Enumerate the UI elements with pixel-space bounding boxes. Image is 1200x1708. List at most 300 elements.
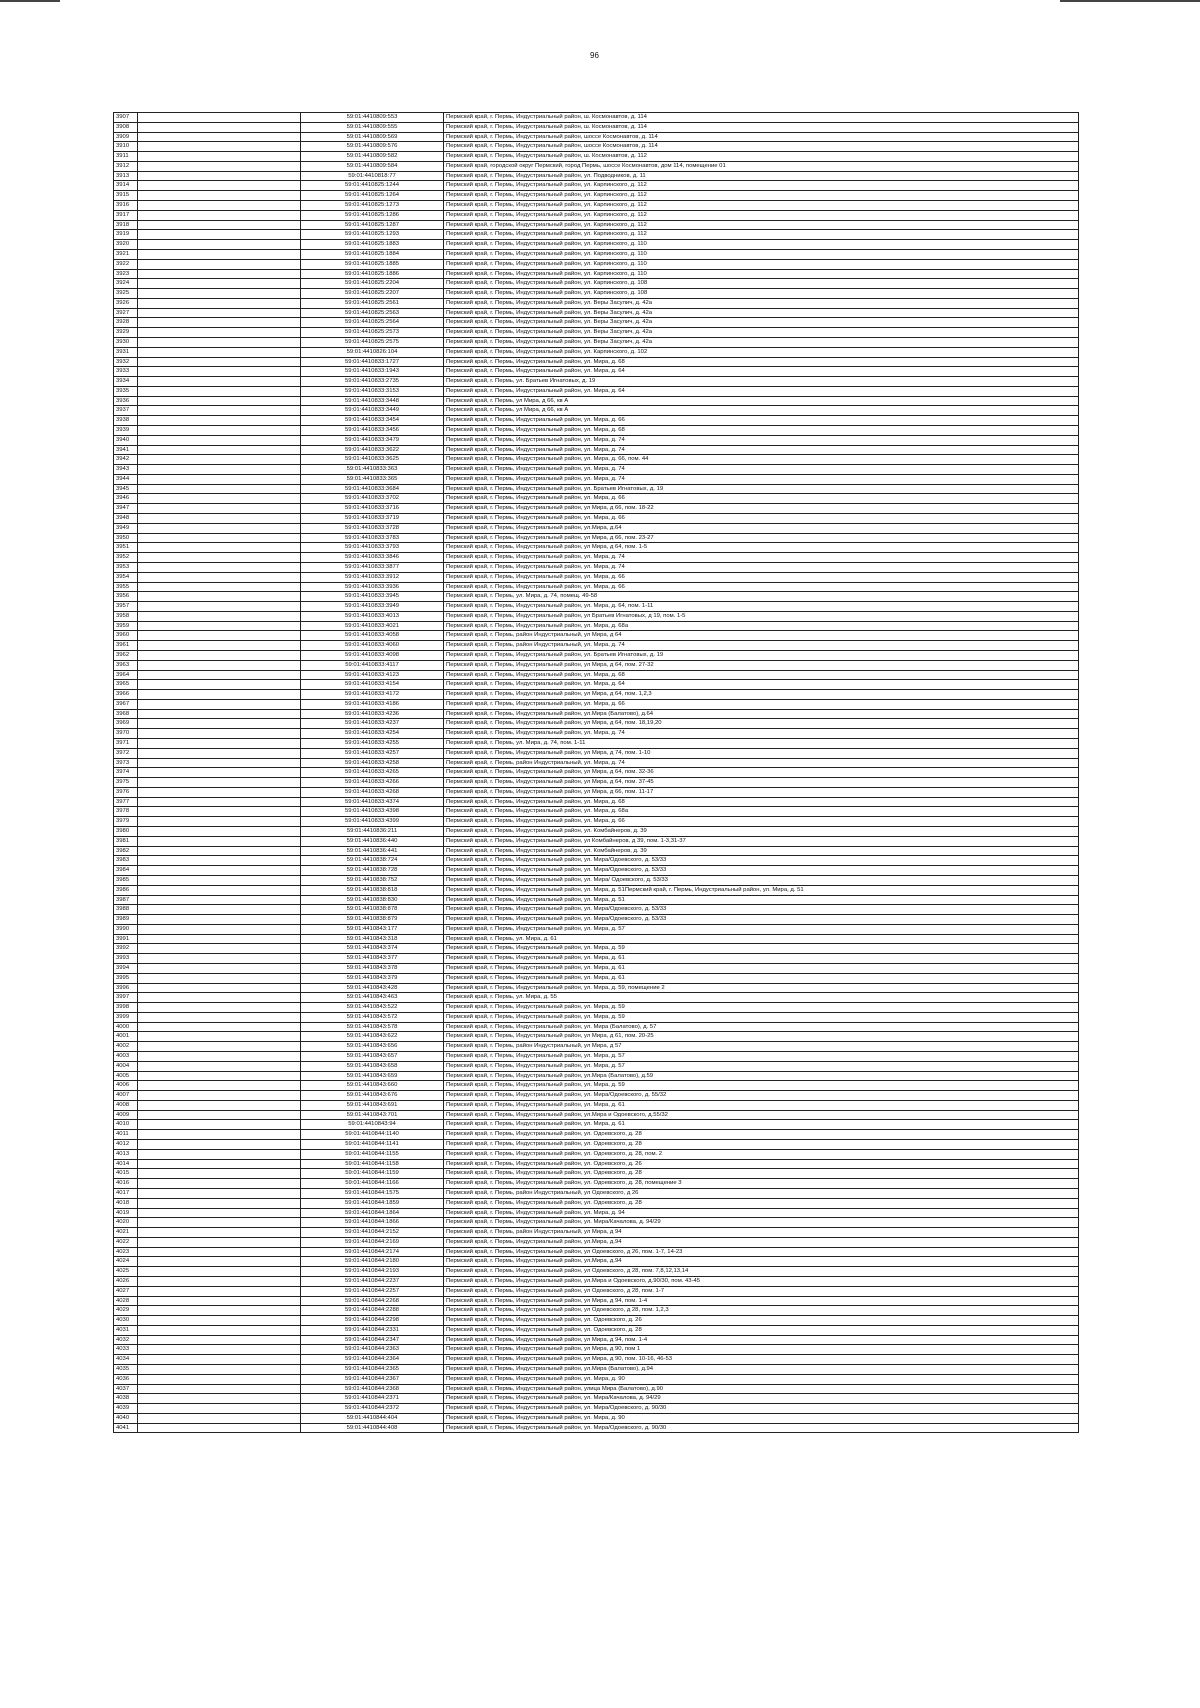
empty-cell xyxy=(138,132,301,142)
row-number-cell: 3984 xyxy=(114,866,138,876)
cadastral-number-cell: 59:01:4410809:576 xyxy=(301,142,444,152)
table-row xyxy=(114,1228,1079,1238)
address-cell: Пермский край, г. Пермь, Индустриальный район, ул. Одоевского, д. 28 xyxy=(444,1130,1079,1140)
empty-cell xyxy=(138,406,301,416)
row-number-cell: 4032 xyxy=(114,1335,138,1345)
cadastral-number-cell: 59:01:4410838:879 xyxy=(301,915,444,925)
table-row xyxy=(114,670,1079,680)
cadastral-number-cell: 59:01:4410838:878 xyxy=(301,905,444,915)
empty-cell xyxy=(138,885,301,895)
table-row xyxy=(114,1267,1079,1277)
row-number-cell: 3978 xyxy=(114,807,138,817)
row-number-cell: 4015 xyxy=(114,1169,138,1179)
cadastral-number-cell: 59:01:4410838:728 xyxy=(301,866,444,876)
row-number-cell: 3986 xyxy=(114,885,138,895)
row-number-cell: 3956 xyxy=(114,592,138,602)
address-cell: Пермский край, г. Пермь, Индустриальный район, ул Одоевского, д 28, пом. 1-7 xyxy=(444,1286,1079,1296)
empty-cell xyxy=(138,1306,301,1316)
table-body xyxy=(114,113,1079,1433)
row-number-cell: 4000 xyxy=(114,1022,138,1032)
address-cell: Пермский край, г. Пермь, Индустриальный район, шоссе Космонавтов, д. 114 xyxy=(444,142,1079,152)
empty-cell xyxy=(138,514,301,524)
address-cell: Пермский край, г. Пермь, Индустриальный район, ул. Мира, д. 59 xyxy=(444,944,1079,954)
table-row xyxy=(114,367,1079,377)
address-cell: Пермский край, г. Пермь, Индустриальный район, ул.Мира и Одоевского, д.90/30, пом. 43-45 xyxy=(444,1276,1079,1286)
address-cell: Пермский край, г. Пермь, Индустриальный район, ул.Мира, д.94 xyxy=(444,1257,1079,1267)
address-cell: Пермский край, г. Пермь, Индустриальный район, ул. Мира, д. 66 xyxy=(444,582,1079,592)
table-row xyxy=(114,924,1079,934)
table-row xyxy=(114,1394,1079,1404)
cadastral-number-cell: 59:01:4410833:4237 xyxy=(301,719,444,729)
cadastral-number-cell: 59:01:4410844:2298 xyxy=(301,1316,444,1326)
cadastral-number-cell: 59:01:4410833:3622 xyxy=(301,445,444,455)
cadastral-number-cell: 59:01:4410833:4021 xyxy=(301,621,444,631)
address-cell: Пермский край, г. Пермь, Индустриальный район, ул Мира, д 64, пом. 18,19,20 xyxy=(444,719,1079,729)
cadastral-number-cell: 59:01:4410836:440 xyxy=(301,836,444,846)
empty-cell xyxy=(138,602,301,612)
address-cell: Пермский край, г. Пермь, Индустриальный район, ул. Мира, д. 66 xyxy=(444,817,1079,827)
address-cell: Пермский край, г. Пермь, Индустриальный район, ул. Подводников, д. 11 xyxy=(444,171,1079,181)
cadastral-number-cell: 59:01:4410844:2180 xyxy=(301,1257,444,1267)
cadastral-number-cell: 59:01:4410833:3793 xyxy=(301,543,444,553)
address-cell: Пермский край, г. Пермь, Индустриальный район, ул. Веры Засулич, д. 42а xyxy=(444,308,1079,318)
row-number-cell: 3927 xyxy=(114,308,138,318)
table-row xyxy=(114,1374,1079,1384)
cadastral-number-cell: 59:01:4410825:2563 xyxy=(301,308,444,318)
address-cell: Пермский край, г. Пермь, Индустриальный район, ш. Космонавтов, д. 114 xyxy=(444,122,1079,132)
empty-cell xyxy=(138,494,301,504)
cadastral-number-cell: 59:01:4410843:691 xyxy=(301,1100,444,1110)
row-number-cell: 3914 xyxy=(114,181,138,191)
address-cell: Пермский край, г. Пермь, ул. Мира, д. 55 xyxy=(444,993,1079,1003)
cadastral-number-cell: 59:01:4410844:2363 xyxy=(301,1345,444,1355)
row-number-cell: 4024 xyxy=(114,1257,138,1267)
table-row xyxy=(114,699,1079,709)
address-cell: Пермский край, г. Пермь, Индустриальный район, ул. Одоевского, д. 26 xyxy=(444,1316,1079,1326)
row-number-cell: 3940 xyxy=(114,435,138,445)
table-row xyxy=(114,1384,1079,1394)
empty-cell xyxy=(138,318,301,328)
empty-cell xyxy=(138,983,301,993)
row-number-cell: 3920 xyxy=(114,240,138,250)
empty-cell xyxy=(138,435,301,445)
cadastral-number-cell: 59:01:4410825:1287 xyxy=(301,220,444,230)
row-number-cell: 3952 xyxy=(114,553,138,563)
cadastral-number-cell: 59:01:4410833:363 xyxy=(301,465,444,475)
row-number-cell: 4034 xyxy=(114,1355,138,1365)
row-number-cell: 4040 xyxy=(114,1413,138,1423)
cadastral-number-cell: 59:01:4410843:463 xyxy=(301,993,444,1003)
empty-cell xyxy=(138,699,301,709)
row-number-cell: 3987 xyxy=(114,895,138,905)
row-number-cell: 3917 xyxy=(114,210,138,220)
address-cell: Пермский край, г. Пермь, Индустриальный район, ул. Карпинского, д. 112 xyxy=(444,220,1079,230)
empty-cell xyxy=(138,1100,301,1110)
address-cell: Пермский край, г. Пермь, Индустриальный район, ул. Мира, д. 59 xyxy=(444,1081,1079,1091)
cadastral-number-cell: 59:01:4410844:2174 xyxy=(301,1247,444,1257)
address-cell: Пермский край, г. Пермь, Индустриальный район, ул. Одоевского, д. 26 xyxy=(444,1159,1079,1169)
cadastral-number-cell: 59:01:4410833:3719 xyxy=(301,514,444,524)
row-number-cell: 3973 xyxy=(114,758,138,768)
address-cell: Пермский край, г. Пермь, Индустриальный район, ул. Карпинского, д. 108 xyxy=(444,289,1079,299)
empty-cell xyxy=(138,1325,301,1335)
table-row xyxy=(114,787,1079,797)
address-cell: Пермский край, г. Пермь, Индустриальный район, ул. Мира/Одоевского, д. 90/30 xyxy=(444,1423,1079,1433)
empty-cell xyxy=(138,298,301,308)
empty-cell xyxy=(138,445,301,455)
cadastral-number-cell: 59:01:4410825:1884 xyxy=(301,249,444,259)
row-number-cell: 3948 xyxy=(114,514,138,524)
cadastral-number-cell: 59:01:4410809:569 xyxy=(301,132,444,142)
row-number-cell: 3977 xyxy=(114,797,138,807)
table-row xyxy=(114,337,1079,347)
address-cell: Пермский край, г. Пермь, Индустриальный район, ул. Мира, д. 59 xyxy=(444,1003,1079,1013)
address-cell: Пермский край, г. Пермь, Индустриальный район, ул. Мира, д. 61 xyxy=(444,963,1079,973)
table-row xyxy=(114,1316,1079,1326)
row-number-cell: 3985 xyxy=(114,875,138,885)
empty-cell xyxy=(138,709,301,719)
empty-cell xyxy=(138,748,301,758)
row-number-cell: 4036 xyxy=(114,1374,138,1384)
address-cell: Пермский край, г. Пермь, Индустриальный район, ул. Карпинского, д. 110 xyxy=(444,259,1079,269)
empty-cell xyxy=(138,739,301,749)
table-row xyxy=(114,1355,1079,1365)
empty-cell xyxy=(138,1404,301,1414)
address-cell: Пермский край, г. Пермь, Индустриальный район, ул.Мира и Одоевского, д.55/32 xyxy=(444,1110,1079,1120)
address-cell: Пермский край, г. Пермь, Индустриальный район, ул. Мира, д. 68а xyxy=(444,807,1079,817)
table-row xyxy=(114,514,1079,524)
empty-cell xyxy=(138,357,301,367)
cadastral-number-cell: 59:01:4410838:830 xyxy=(301,895,444,905)
empty-cell xyxy=(138,1218,301,1228)
row-number-cell: 3946 xyxy=(114,494,138,504)
empty-cell xyxy=(138,337,301,347)
empty-cell xyxy=(138,1394,301,1404)
empty-cell xyxy=(138,758,301,768)
row-number-cell: 3963 xyxy=(114,660,138,670)
address-cell: Пермский край, г. Пермь, Индустриальный район, ул Мира, д 66, пом. 11-17 xyxy=(444,787,1079,797)
row-number-cell: 4029 xyxy=(114,1306,138,1316)
table-row xyxy=(114,768,1079,778)
address-cell: Пермский край, г. Пермь, Индустриальный район, ул. Карпинского, д. 112 xyxy=(444,181,1079,191)
row-number-cell: 3964 xyxy=(114,670,138,680)
row-number-cell: 4038 xyxy=(114,1394,138,1404)
row-number-cell: 4005 xyxy=(114,1071,138,1081)
address-cell: Пермский край, г. Пермь, Индустриальный район, ул. Мира, д. 57 xyxy=(444,1061,1079,1071)
row-number-cell: 3980 xyxy=(114,827,138,837)
table-row xyxy=(114,758,1079,768)
cadastral-number-cell: 59:01:4410833:3448 xyxy=(301,396,444,406)
table-row xyxy=(114,1120,1079,1130)
address-cell: Пермский край, г. Пермь, Индустриальный район, ул Одоевского, д 26, пом. 1-7, 14-23 xyxy=(444,1247,1079,1257)
empty-cell xyxy=(138,1413,301,1423)
row-number-cell: 4007 xyxy=(114,1091,138,1101)
empty-cell xyxy=(138,269,301,279)
empty-cell xyxy=(138,484,301,494)
table-row xyxy=(114,1286,1079,1296)
cadastral-number-cell: 59:01:4410825:2207 xyxy=(301,289,444,299)
table-row xyxy=(114,171,1079,181)
empty-cell xyxy=(138,210,301,220)
address-cell: Пермский край, г. Пермь, Индустриальный район, ул.Мира (Балатово), д.64 xyxy=(444,709,1079,719)
empty-cell xyxy=(138,142,301,152)
table-row xyxy=(114,386,1079,396)
address-cell: Пермский край, г. Пермь, Индустриальный район, ул. Мира, д. 66, пом. 44 xyxy=(444,455,1079,465)
empty-cell xyxy=(138,1237,301,1247)
empty-cell xyxy=(138,846,301,856)
empty-cell xyxy=(138,719,301,729)
table-row xyxy=(114,249,1079,259)
cadastral-number-cell: 59:01:4410844:2347 xyxy=(301,1335,444,1345)
table-row xyxy=(114,396,1079,406)
empty-cell xyxy=(138,1149,301,1159)
empty-cell xyxy=(138,856,301,866)
address-cell: Пермский край, г. Пермь, Индустриальный район, ул. Мира, д. 66 xyxy=(444,572,1079,582)
row-number-cell: 3971 xyxy=(114,739,138,749)
row-number-cell: 3958 xyxy=(114,611,138,621)
row-number-cell: 4010 xyxy=(114,1120,138,1130)
address-cell: Пермский край, г. Пермь, Индустриальный район, ш. Космонавтов, д. 112 xyxy=(444,152,1079,162)
table-row xyxy=(114,582,1079,592)
row-number-cell: 4003 xyxy=(114,1052,138,1062)
row-number-cell: 3982 xyxy=(114,846,138,856)
row-number-cell: 4009 xyxy=(114,1110,138,1120)
empty-cell xyxy=(138,963,301,973)
cadastral-number-cell: 59:01:4410843:377 xyxy=(301,954,444,964)
table-row xyxy=(114,210,1079,220)
address-cell: Пермский край, г. Пермь, Индустриальный район, ул Комбайнеров, д 39, пом. 1-3,31-37 xyxy=(444,836,1079,846)
row-number-cell: 3931 xyxy=(114,347,138,357)
table-row xyxy=(114,523,1079,533)
empty-cell xyxy=(138,377,301,387)
cadastral-number-cell: 59:01:4410825:2573 xyxy=(301,328,444,338)
address-cell: Пермский край, г. Пермь, Индустриальный район, ул. Одоевского, д. 28 xyxy=(444,1140,1079,1150)
empty-cell xyxy=(138,416,301,426)
row-number-cell: 4012 xyxy=(114,1140,138,1150)
address-cell: Пермский край, г. Пермь, Индустриальный район, шоссе Космонавтов, д. 114 xyxy=(444,132,1079,142)
row-number-cell: 4011 xyxy=(114,1130,138,1140)
row-number-cell: 3953 xyxy=(114,562,138,572)
row-number-cell: 3935 xyxy=(114,386,138,396)
table-row xyxy=(114,445,1079,455)
address-cell: Пермский край, г. Пермь, Индустриальный район, ул. Мира, д. 74 xyxy=(444,474,1079,484)
empty-cell xyxy=(138,1052,301,1062)
row-number-cell: 3918 xyxy=(114,220,138,230)
row-number-cell: 3990 xyxy=(114,924,138,934)
table-row xyxy=(114,426,1079,436)
empty-cell xyxy=(138,1081,301,1091)
cadastral-number-cell: 59:01:4410825:1264 xyxy=(301,191,444,201)
cadastral-number-cell: 59:01:4410833:4265 xyxy=(301,768,444,778)
empty-cell xyxy=(138,1365,301,1375)
row-number-cell: 3928 xyxy=(114,318,138,328)
row-number-cell: 3911 xyxy=(114,152,138,162)
row-number-cell: 3933 xyxy=(114,367,138,377)
address-cell: Пермский край, г. Пермь, Индустриальный район, ул Мира, д 66, пом. 18-22 xyxy=(444,504,1079,514)
row-number-cell: 3930 xyxy=(114,337,138,347)
cadastral-number-cell: 59:01:4410826:104 xyxy=(301,347,444,357)
cadastral-number-cell: 59:01:4410843:522 xyxy=(301,1003,444,1013)
cadastral-number-cell: 59:01:4410844:1859 xyxy=(301,1198,444,1208)
empty-cell xyxy=(138,426,301,436)
table-row xyxy=(114,660,1079,670)
cadastral-number-cell: 59:01:4410844:2364 xyxy=(301,1355,444,1365)
table-row xyxy=(114,1091,1079,1101)
empty-cell xyxy=(138,533,301,543)
cadastral-number-cell: 59:01:4410809:555 xyxy=(301,122,444,132)
table-row xyxy=(114,1218,1079,1228)
address-cell: Пермский край, г. Пермь, район Индустриальный, ул Одоевского, д 26 xyxy=(444,1188,1079,1198)
cadastral-number-cell: 59:01:4410838:818 xyxy=(301,885,444,895)
empty-cell xyxy=(138,230,301,240)
empty-cell xyxy=(138,944,301,954)
address-cell: Пермский край, г. Пермь, Индустриальный район, ул. Комбайнеров, д. 39 xyxy=(444,846,1079,856)
address-cell: Пермский край, г. Пермь, ул. Мира, д. 74, пом. 1-11 xyxy=(444,739,1079,749)
empty-cell xyxy=(138,259,301,269)
table-row xyxy=(114,934,1079,944)
address-cell: Пермский край, г. Пермь, Индустриальный район, ул. Мира, д. 61 xyxy=(444,954,1079,964)
empty-cell xyxy=(138,611,301,621)
address-cell: Пермский край, г. Пермь, Индустриальный район, ул Мира, д 90, пом 1 xyxy=(444,1345,1079,1355)
table-row xyxy=(114,709,1079,719)
empty-cell xyxy=(138,279,301,289)
scan-edge-top-left xyxy=(0,0,60,2)
table-row xyxy=(114,377,1079,387)
address-cell: Пермский край, г. Пермь, Индустриальный район, ул. Одоевского, д. 28 xyxy=(444,1169,1079,1179)
cadastral-number-cell: 59:01:4410843:379 xyxy=(301,973,444,983)
table-row xyxy=(114,474,1079,484)
cadastral-number-cell: 59:01:4410833:3454 xyxy=(301,416,444,426)
cadastral-number-cell: 59:01:4410833:4058 xyxy=(301,631,444,641)
row-number-cell: 3962 xyxy=(114,650,138,660)
table-row xyxy=(114,1140,1079,1150)
cadastral-number-cell: 59:01:4410833:3625 xyxy=(301,455,444,465)
address-cell: Пермский край, г. Пермь, Индустриальный район, ул. Мира/Одоевского, д. 53/33 xyxy=(444,915,1079,925)
row-number-cell: 3983 xyxy=(114,856,138,866)
address-cell: Пермский край, г. Пермь, Индустриальный район, ул. Карпинского, д. 110 xyxy=(444,269,1079,279)
table-row xyxy=(114,611,1079,621)
empty-cell xyxy=(138,152,301,162)
empty-cell xyxy=(138,523,301,533)
table-row xyxy=(114,827,1079,837)
row-number-cell: 3921 xyxy=(114,249,138,259)
row-number-cell: 4001 xyxy=(114,1032,138,1042)
address-cell: Пермский край, г. Пермь, Индустриальный район, ул. Мира, д. 59 xyxy=(444,1012,1079,1022)
table-row xyxy=(114,347,1079,357)
row-number-cell: 3939 xyxy=(114,426,138,436)
row-number-cell: 3998 xyxy=(114,1003,138,1013)
address-cell: Пермский край, г. Пермь, Индустриальный район, ул. Мира, д. 68а xyxy=(444,621,1079,631)
table-row xyxy=(114,983,1079,993)
empty-cell xyxy=(138,1061,301,1071)
row-number-cell: 3966 xyxy=(114,690,138,700)
empty-cell xyxy=(138,1296,301,1306)
address-cell: Пермский край, г. Пермь, Индустриальный район, ул Одоевского, д 28, пом. 1,2,3 xyxy=(444,1306,1079,1316)
cadastral-number-cell: 59:01:4410843:578 xyxy=(301,1022,444,1032)
address-cell: Пермский край, г. Пермь, Индустриальный район, ул. Мира, д. 90 xyxy=(444,1374,1079,1384)
empty-cell xyxy=(138,1423,301,1433)
table-row xyxy=(114,357,1079,367)
table-row xyxy=(114,494,1079,504)
table-row xyxy=(114,328,1079,338)
cadastral-number-cell: 59:01:4410843:428 xyxy=(301,983,444,993)
address-cell: Пермский край, г. Пермь, Индустриальный район, ул. Мира, д. 51 xyxy=(444,895,1079,905)
empty-cell xyxy=(138,289,301,299)
address-cell: Пермский край, г. Пермь, Индустриальный район, ул. Мира, д. 66 xyxy=(444,514,1079,524)
address-cell: Пермский край, г. Пермь, ул. Мира, д. 61 xyxy=(444,934,1079,944)
empty-cell xyxy=(138,778,301,788)
row-number-cell: 4004 xyxy=(114,1061,138,1071)
row-number-cell: 3941 xyxy=(114,445,138,455)
address-cell: Пермский край, г. Пермь, Индустриальный район, ул Мира, д 61, пом. 20-25 xyxy=(444,1032,1079,1042)
address-cell: Пермский край, г. Пермь, Индустриальный район, ул Мира, д 64, пом. 1,2,3 xyxy=(444,690,1079,700)
table-row xyxy=(114,1335,1079,1345)
cadastral-number-cell: 59:01:4410844:2237 xyxy=(301,1276,444,1286)
table-row xyxy=(114,1237,1079,1247)
table-row xyxy=(114,161,1079,171)
cadastral-number-cell: 59:01:4410825:2204 xyxy=(301,279,444,289)
address-cell: Пермский край, г. Пермь, Индустриальный район, ул. Мира, д. 61 xyxy=(444,1100,1079,1110)
table-row xyxy=(114,416,1079,426)
empty-cell xyxy=(138,924,301,934)
row-number-cell: 4025 xyxy=(114,1267,138,1277)
empty-cell xyxy=(138,1345,301,1355)
cadastral-number-cell: 59:01:4410833:4398 xyxy=(301,807,444,817)
address-cell: Пермский край, г. Пермь, Индустриальный район, ул. Мира/Одоевского, д. 55/32 xyxy=(444,1091,1079,1101)
table-row xyxy=(114,1100,1079,1110)
empty-cell xyxy=(138,915,301,925)
address-cell: Пермский край, г. Пермь, Индустриальный район, ул. Карпинского, д. 112 xyxy=(444,230,1079,240)
empty-cell xyxy=(138,328,301,338)
table-row xyxy=(114,1198,1079,1208)
address-cell: Пермский край, г. Пермь, Индустриальный район, ул Мира, д 94, пом. 1-4 xyxy=(444,1296,1079,1306)
address-cell: Пермский край, г. Пермь, Индустриальный район, ул Мира, д 64, пом. 32-36 xyxy=(444,768,1079,778)
address-cell: Пермский край, г. Пермь, район Индустриальный, ул Мира, д 64 xyxy=(444,631,1079,641)
address-cell: Пермский край, г. Пермь, Индустриальный район, ул. Мира, д. 74 xyxy=(444,553,1079,563)
row-number-cell: 3951 xyxy=(114,543,138,553)
address-cell: Пермский край, г. Пермь, Индустриальный район, улица Мира (Балатово), д.90 xyxy=(444,1384,1079,1394)
row-number-cell: 3989 xyxy=(114,915,138,925)
empty-cell xyxy=(138,1003,301,1013)
address-cell: Пермский край, г. Пермь, Индустриальный район, ул. Мира/Одоевского, д. 53/33 xyxy=(444,866,1079,876)
table-row xyxy=(114,504,1079,514)
cadastral-number-cell: 59:01:4410833:4258 xyxy=(301,758,444,768)
cadastral-number-cell: 59:01:4410825:1244 xyxy=(301,181,444,191)
table-row xyxy=(114,1296,1079,1306)
address-cell: Пермский край, г. Пермь, Индустриальный район, ул. Одоевского, д. 28 xyxy=(444,1198,1079,1208)
table-row xyxy=(114,1169,1079,1179)
address-cell: Пермский край, г. Пермь, Индустриальный район, ул. Мира, д. 66 xyxy=(444,416,1079,426)
empty-cell xyxy=(138,807,301,817)
empty-cell xyxy=(138,572,301,582)
cadastral-number-cell: 59:01:4410833:3728 xyxy=(301,523,444,533)
row-number-cell: 4037 xyxy=(114,1384,138,1394)
address-cell: Пермский край, г. Пермь, Индустриальный район, ул. Веры Засулич, д. 42а xyxy=(444,337,1079,347)
address-cell: Пермский край, г. Пермь, район Индустриальный, ул Мира, д 94 xyxy=(444,1228,1079,1238)
cadastral-number-cell: 59:01:4410844:2288 xyxy=(301,1306,444,1316)
cadastral-number-cell: 59:01:4410833:4254 xyxy=(301,729,444,739)
table-row xyxy=(114,1061,1079,1071)
cadastral-number-cell: 59:01:4410833:4123 xyxy=(301,670,444,680)
address-cell: Пермский край, г. Пермь, Индустриальный район, ул. Мира, д. 68 xyxy=(444,357,1079,367)
row-number-cell: 3955 xyxy=(114,582,138,592)
cadastral-number-cell: 59:01:4410833:4268 xyxy=(301,787,444,797)
empty-cell xyxy=(138,621,301,631)
table-row xyxy=(114,406,1079,416)
table-row xyxy=(114,592,1079,602)
table-row xyxy=(114,455,1079,465)
cadastral-number-cell: 59:01:4410843:658 xyxy=(301,1061,444,1071)
